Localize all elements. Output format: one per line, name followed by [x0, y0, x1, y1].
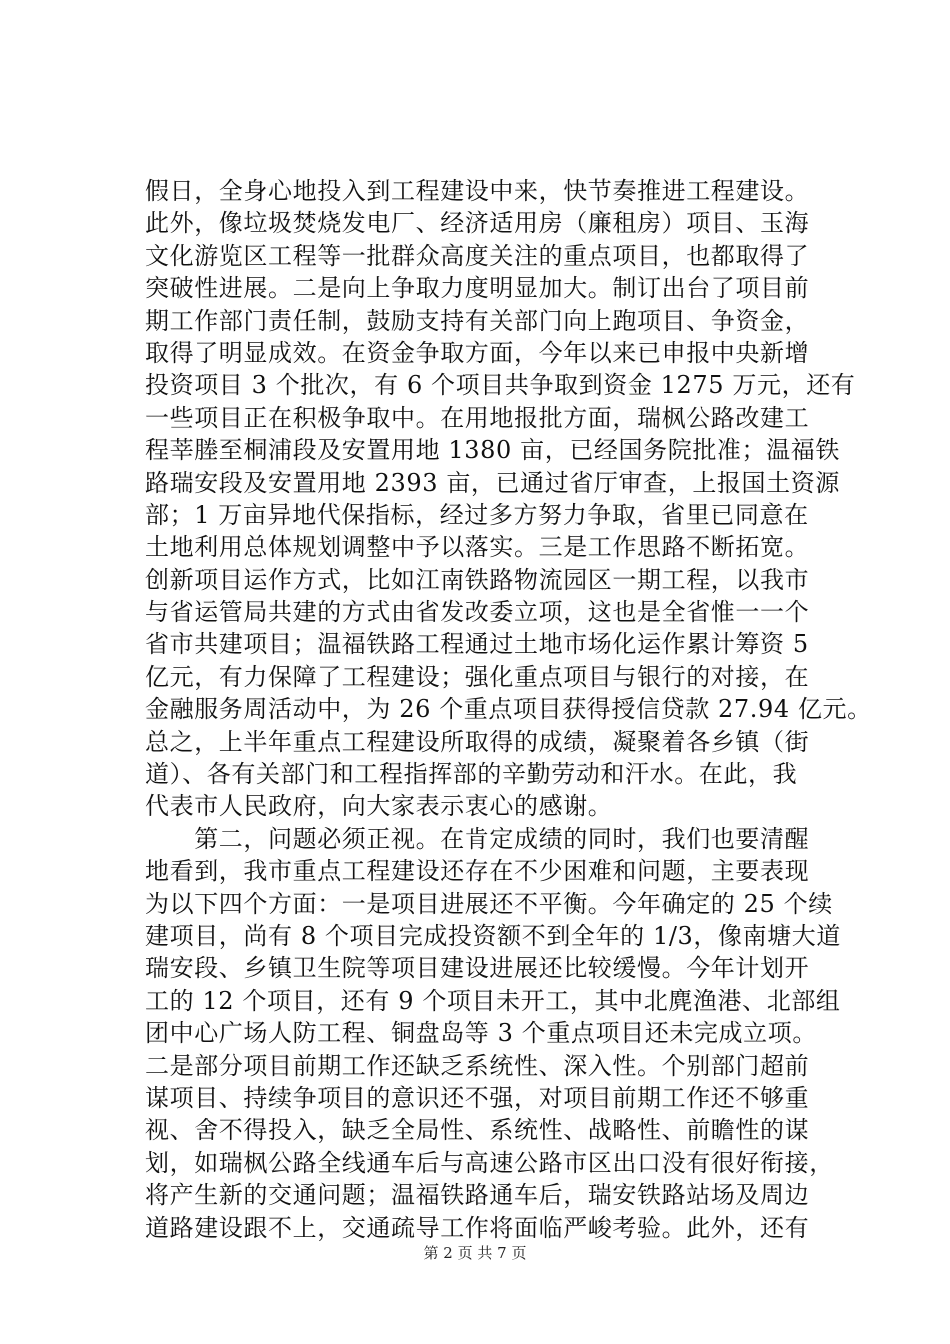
- text-line: 工的 12 个项目，还有 9 个项目未开工，其中北麂渔港、北部组: [145, 986, 841, 1015]
- text-line: 期工作部门责任制，鼓励支持有关部门向上跑项目、争资金，: [145, 306, 810, 335]
- text-line: 与省运管局共建的方式由省发改委立项，这也是全省惟一一个: [145, 598, 810, 627]
- text-line: 总之，上半年重点工程建设所取得的成绩，凝聚着各乡镇（街: [145, 727, 810, 756]
- text-line: 文化游览区工程等一批群众高度关注的重点项目，也都取得了: [145, 241, 810, 270]
- text-line: 创新项目运作方式，比如江南铁路物流园区一期工程，以我市: [145, 565, 810, 594]
- text-line: 程莘塍至桐浦段及安置用地 1380 亩，已经国务院批准；温福铁: [145, 436, 840, 465]
- text-line: 道路建设跟不上，交通疏导工作将面临严峻考验。此外，还有: [145, 1213, 810, 1242]
- text-line: 将产生新的交通问题；温福铁路通车后，瑞安铁路站场及周边: [145, 1181, 810, 1210]
- page-number: 第 2 页 共 7 页: [423, 1244, 527, 1262]
- text-line: 省市共建项目；温福铁路工程通过土地市场化运作累计筹资 5: [145, 630, 809, 659]
- text-line: 投资项目 3 个批次，有 6 个项目共争取到资金 1275 万元，还有: [145, 371, 856, 400]
- text-line: 视、舍不得投入，缺乏全局性、系统性、战略性、前瞻性的谋: [145, 1116, 810, 1145]
- text-line: 取得了明显成效。在资金争取方面，今年以来已申报中央新增: [145, 338, 810, 367]
- text-line: 部；1 万亩异地代保指标，经过多方努力争取，省里已同意在: [145, 500, 809, 529]
- text-line: 突破性进展。二是向上争取力度明显加大。制订出台了项目前: [145, 274, 810, 303]
- text-line: 道）、各有关部门和工程指挥部的辛勤劳动和汗水。在此，我: [145, 760, 798, 789]
- text-line: 为以下四个方面：一是项目进展还不平衡。今年确定的 25 个续: [145, 889, 833, 918]
- text-line: 代表市人民政府，向大家表示衷心的感谢。: [145, 792, 613, 821]
- text-line: 金融服务周活动中，为 26 个重点项目获得授信贷款 27.94 亿元。: [145, 695, 872, 724]
- text-line: 土地利用总体规划调整中予以落实。三是工作思路不断拓宽。: [145, 533, 810, 562]
- text-line: 划，如瑞枫公路全线通车后与高速公路市区出口没有很好衔接，: [145, 1148, 834, 1177]
- text-line: 建项目，尚有 8 个项目完成投资额不到全年的 1/3，像南塘大道: [145, 921, 841, 950]
- text-line: 路瑞安段及安置用地 2393 亩，已通过省厅审查，上报国土资源: [145, 468, 840, 497]
- text-line: 地看到，我市重点工程建设还存在不少困难和问题，主要表现: [145, 857, 810, 886]
- text-line: 第二，问题必须正视。在肯定成绩的同时，我们也要清醒: [145, 824, 810, 853]
- text-line: 此外，像垃圾焚烧发电厂、经济适用房（廉租房）项目、玉海: [145, 209, 810, 238]
- text-line: 团中心广场人防工程、铜盘岛等 3 个重点项目还未完成立项。: [145, 1019, 817, 1048]
- text-line: 谋项目、持续争项目的意识还不强，对项目前期工作还不够重: [145, 1083, 810, 1112]
- text-line: 瑞安段、乡镇卫生院等项目建设进展还比较缓慢。今年计划开: [145, 954, 810, 983]
- text-line: 一些项目正在积极争取中。在用地报批方面，瑞枫公路改建工: [145, 403, 810, 432]
- text-line: 二是部分项目前期工作还缺乏系统性、深入性。个别部门超前: [145, 1051, 810, 1080]
- text-line: 假日，全身心地投入到工程建设中来，快节奏推进工程建设。: [145, 177, 810, 205]
- text-line: 亿元，有力保障了工程建设；强化重点项目与银行的对接，在: [145, 662, 810, 691]
- body-text: [145, 175, 872, 1244]
